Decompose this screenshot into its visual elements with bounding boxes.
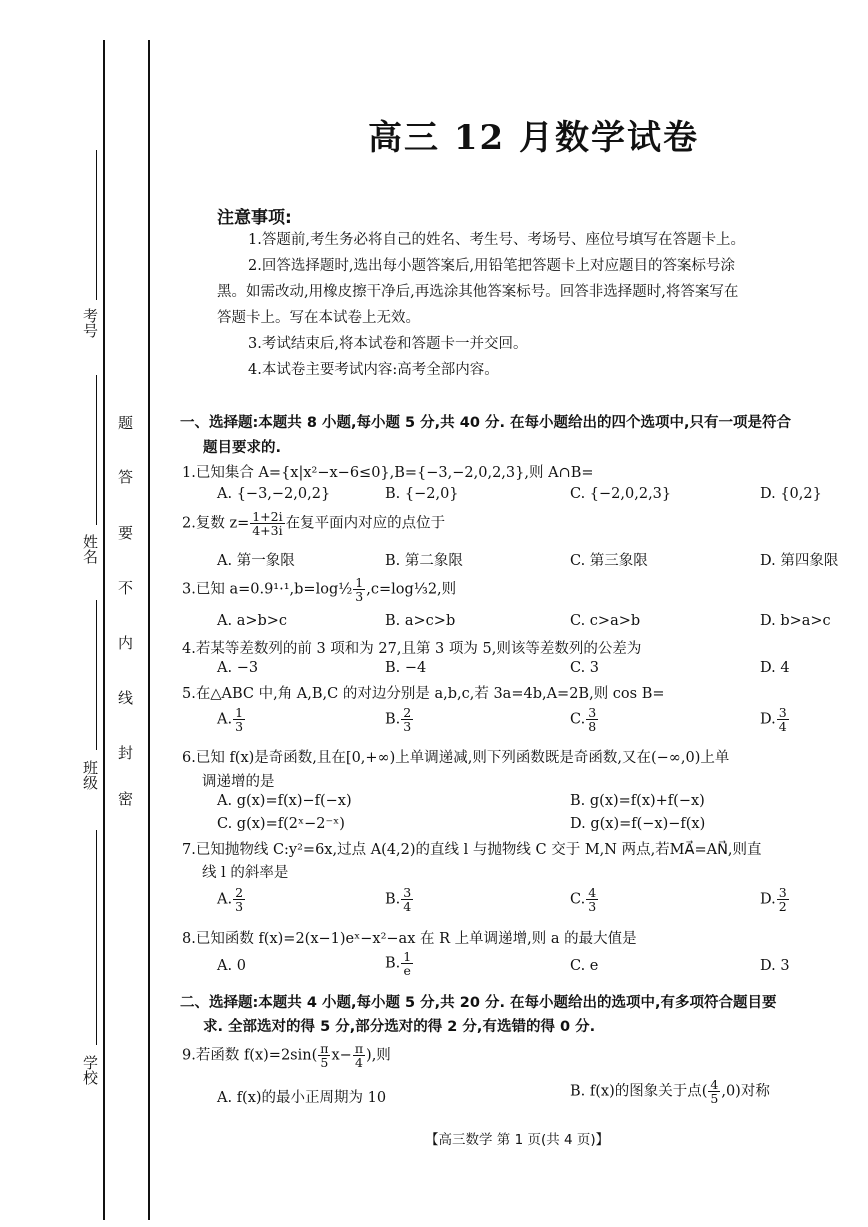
q8-b-label: B. (385, 955, 401, 972)
class-blank (96, 600, 97, 750)
page-footer: 【高三数学 第 1 页(共 4 页)】 (425, 1132, 610, 1148)
denominator: 3 (403, 719, 412, 734)
q7-d-label: D. (760, 891, 776, 908)
question-4: 4.若某等差数列的前 3 项和为 27,且第 3 项为 5,则该等差数列的公差为 (182, 641, 642, 657)
question-3 (182, 576, 456, 603)
q5-d-fraction (777, 706, 789, 733)
notice-item: 黑。如需改动,用橡皮擦干净后,再选涂其他答案标号。回答非选择题时,将答案写在 (217, 284, 739, 300)
q9-b-fraction (708, 1078, 720, 1105)
seal-char: 题 (118, 414, 134, 432)
q7-b-label: B. (385, 891, 401, 908)
q9-b-text-post: ,0)对称 (721, 1083, 770, 1100)
q2-text-post: 在复平面内对应的点位于 (285, 515, 446, 532)
numerator: 3 (588, 705, 597, 720)
q1-option-c: C. {−2,0,2,3} (570, 486, 672, 502)
q6-option-c: C. g(x)=f(2ˣ−2⁻ˣ) (217, 816, 345, 832)
q6-option-b: B. g(x)=f(x)+f(−x) (570, 793, 705, 809)
denominator: 8 (588, 719, 597, 734)
seal-char: 密 (118, 790, 134, 808)
notice-item: 答题卡上。写在本试卷上无效。 (217, 310, 420, 326)
q5-option-d (760, 706, 790, 733)
denominator: 4 (354, 1055, 363, 1070)
q5-option-a (217, 706, 246, 733)
exam-number-blank (96, 150, 97, 300)
q3-text-post: ,c=log⅓2,则 (366, 581, 457, 598)
q9-text-mid: x− (331, 1047, 352, 1064)
q7-option-d (760, 886, 790, 913)
numerator: π (354, 1041, 364, 1056)
seal-char: 不 (118, 579, 134, 597)
q9-text-post: ),则 (366, 1047, 391, 1064)
numerator: 2 (235, 885, 244, 900)
q5-b-label: B. (385, 711, 401, 728)
q7-a-label: A. (217, 891, 233, 908)
q7-c-fraction (586, 886, 598, 913)
q9-text: 9.若函数 f(x)=2sin( (182, 1047, 318, 1064)
numerator: 3 (778, 885, 787, 900)
q2-text: 2.复数 z= (182, 515, 250, 532)
q1-option-d: D. {0,2} (760, 486, 822, 502)
q2-option-d: D. 第四象限 (760, 553, 839, 569)
q8-option-d: D. 3 (760, 958, 790, 974)
numerator: 4 (588, 885, 597, 900)
numerator: 3 (403, 885, 412, 900)
q4-option-c: C. 3 (570, 660, 600, 676)
q5-c-label: C. (570, 711, 586, 728)
question-5: 5.在△ABC 中,角 A,B,C 的对边分别是 a,b,c,若 3a=4b,A=2B,则 cos B= (182, 686, 665, 702)
q8-b-fraction (401, 950, 413, 977)
q3-option-c: C. c>a>b (570, 613, 641, 629)
q9-fraction-1 (318, 1042, 330, 1069)
q1-option-b: B. {−2,0} (385, 486, 459, 502)
numerator: 2 (403, 705, 412, 720)
question-6: 6.已知 f(x)是奇函数,且在[0,+∞)上单调递减,则下列函数既是奇函数,又在(−∞,0)上单 (182, 750, 730, 766)
denominator: 3 (235, 719, 244, 734)
numerator: 1 (235, 705, 244, 720)
question-9 (182, 1042, 391, 1069)
q8-option-b (385, 950, 414, 977)
q4-option-a: A. −3 (217, 660, 259, 676)
q6-option-a: A. g(x)=f(x)−f(−x) (217, 793, 352, 809)
q3-denominator: 3 (355, 589, 364, 604)
numerator: 4 (710, 1077, 719, 1092)
section-heading-2-cont: 求. 全部选对的得 5 分,部分选对的得 2 分,有选错的得 0 分. (203, 1019, 596, 1035)
seal-char: 内 (118, 634, 134, 652)
q3-option-d: D. b>a>c (760, 613, 831, 629)
seal-char: 要 (118, 524, 134, 542)
page-title: 高三 12 月数学试卷 (368, 118, 699, 158)
q9-b-text: B. f(x)的图象关于点( (570, 1083, 708, 1100)
notice-item: 2.回答选择题时,选出每小题答案后,用铅笔把答题卡上对应题目的答案标号涂 (248, 258, 736, 274)
exam-number-label: 考号 (81, 308, 99, 338)
q5-a-fraction (233, 706, 245, 733)
section-heading-cont: 题目要求的. (203, 440, 282, 456)
numerator: 3 (778, 705, 787, 720)
q9-fraction-2 (353, 1042, 365, 1069)
denominator: e (403, 963, 411, 978)
q9-option-a: A. f(x)的最小正周期为 10 (217, 1090, 387, 1106)
q5-option-b (385, 706, 414, 733)
binding-line-inner (103, 40, 105, 1220)
q5-option-c (570, 706, 599, 733)
denominator: 5 (320, 1055, 329, 1070)
denominator: 4 (403, 899, 412, 914)
q7-d-fraction (777, 886, 789, 913)
q3-numerator: 1 (355, 575, 364, 590)
q3-option-b: B. a>c>b (385, 613, 456, 629)
binding-margin (0, 0, 160, 1227)
denominator: 4 (778, 719, 787, 734)
q7-b-fraction (401, 886, 413, 913)
q2-denominator: 4+3i (252, 523, 283, 538)
q5-c-fraction (586, 706, 598, 733)
section-heading-2: 二、选择题:本题共 4 小题,每小题 5 分,共 20 分. 在每小题给出的选项中,有多项符合题目要 (180, 995, 777, 1011)
numerator: π (320, 1041, 329, 1056)
section-heading: 一、选择题:本题共 8 小题,每小题 5 分,共 40 分. 在每小题给出的四个选项中,只有一项是符合 (180, 415, 792, 431)
seal-char: 答 (118, 468, 134, 486)
exam-content (180, 0, 868, 1227)
q7-option-b (385, 886, 414, 913)
q2-fraction (250, 510, 284, 537)
q7-c-label: C. (570, 891, 586, 908)
denominator: 3 (588, 899, 597, 914)
notice-item: 4.本试卷主要考试内容:高考全部内容。 (248, 362, 499, 378)
q9-option-b (570, 1078, 770, 1105)
denominator: 5 (710, 1091, 719, 1106)
school-label: 学校 (81, 1055, 99, 1085)
notice-item: 1.答题前,考生务必将自己的姓名、考生号、考场号、座位号填写在答题卡上。 (248, 232, 745, 248)
q3-text: 3.已知 a=0.9¹·¹,b=log½ (182, 581, 353, 598)
q2-numerator: 1+2i (252, 509, 283, 524)
binding-line-outer (148, 40, 150, 1220)
question-7: 7.已知抛物线 C:y²=6x,过点 A(4,2)的直线 l 与抛物线 C 交于 M,N 两点,若MA⃗=AN⃗,则直 (182, 842, 762, 858)
q7-option-c (570, 886, 599, 913)
q8-option-c: C. e (570, 958, 599, 974)
denominator: 3 (235, 899, 244, 914)
name-blank (96, 375, 97, 525)
denominator: 2 (778, 899, 787, 914)
school-blank (96, 830, 97, 1045)
q2-option-a: A. 第一象限 (217, 553, 295, 569)
q3-fraction (353, 576, 365, 603)
question-1: 1.已知集合 A={x|x²−x−6≤0},B={−3,−2,0,2,3},则 A∩B= (182, 465, 594, 481)
question-7-cont: 线 l 的斜率是 (202, 865, 289, 881)
q2-option-b: B. 第二象限 (385, 553, 463, 569)
q8-option-a: A. 0 (217, 958, 246, 974)
q1-option-a: A. {−3,−2,0,2} (217, 486, 331, 502)
q4-option-d: D. 4 (760, 660, 790, 676)
name-label: 姓名 (81, 534, 99, 564)
seal-char: 线 (118, 689, 134, 707)
q5-a-label: A. (217, 711, 233, 728)
question-2 (182, 510, 445, 537)
q3-option-a: A. a>b>c (217, 613, 288, 629)
class-label: 班级 (81, 760, 99, 790)
numerator: 1 (403, 949, 412, 964)
q5-d-label: D. (760, 711, 776, 728)
seal-char: 封 (118, 744, 134, 762)
q7-option-a (217, 886, 246, 913)
question-6-cont: 调递增的是 (202, 774, 275, 790)
notice-heading: 注意事项: (217, 208, 292, 228)
q6-option-d: D. g(x)=f(−x)−f(x) (570, 816, 706, 832)
q2-option-c: C. 第三象限 (570, 553, 648, 569)
q5-b-fraction (401, 706, 413, 733)
q4-option-b: B. −4 (385, 660, 427, 676)
question-8: 8.已知函数 f(x)=2(x−1)eˣ−x²−ax 在 R 上单调递增,则 a 的最大值是 (182, 931, 637, 947)
notice-item: 3.考试结束后,将本试卷和答题卡一并交回。 (248, 336, 528, 352)
q7-a-fraction (233, 886, 245, 913)
